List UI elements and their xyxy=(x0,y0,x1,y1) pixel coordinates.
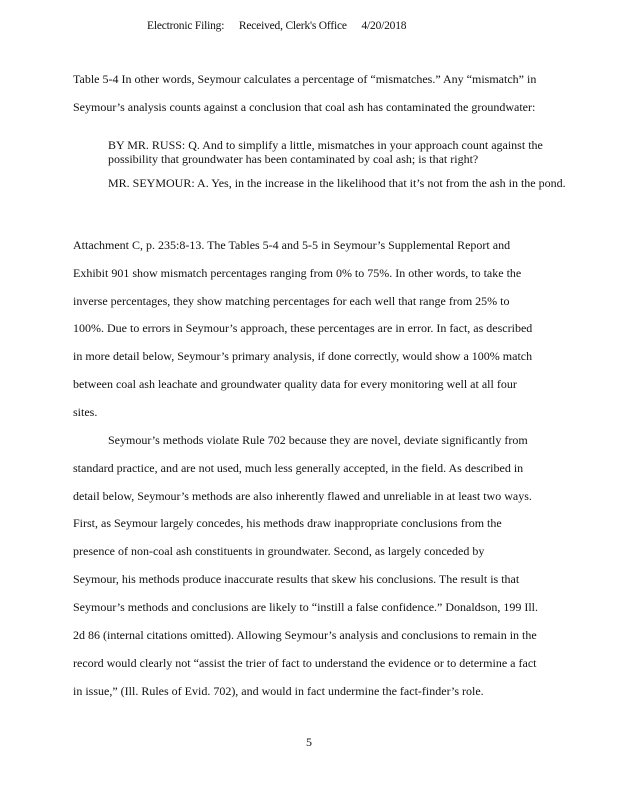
paragraph-line: in issue,” (Ill. Rules of Evid. 702), and would in fact undermine the fact-finder’s role. xyxy=(73,684,484,698)
paragraph-line: standard practice, and are not used, much less generally accepted, in the field. As described in xyxy=(73,461,524,475)
paragraph-line: Attachment C, p. 235:8-13. The Tables 5-4 and 5-5 in Seymour’s Supplemental Report and xyxy=(73,238,511,252)
paragraph-line: Seymour’s methods and conclusions are likely to “instill a false confidence.” Donaldson, 199 Ill. xyxy=(73,600,539,614)
quote-answer: MR. SEYMOUR: A. Yes, in the increase in the likelihood that it’s not from the ash in the pond. xyxy=(108,176,566,190)
page-number: 5 xyxy=(306,735,312,749)
paragraph-line: detail below, Seymour’s methods are also inherently flawed and unreliable in at least two ways. xyxy=(73,489,532,503)
paragraph-line: 2d 86 (internal citations omitted). Allowing Seymour’s analysis and conclusions to remain in the xyxy=(73,628,537,642)
filing-label: Electronic Filing: xyxy=(147,20,225,32)
paragraph-line: inverse percentages, they show matching percentages for each well that range from 25% to xyxy=(73,294,510,308)
paragraph-line: Table 5-4 In other words, Seymour calculates a percentage of “mismatches.” Any “mismatch” in xyxy=(73,72,537,86)
filing-header xyxy=(147,20,567,32)
paragraph-line: Seymour’s analysis counts against a conclusion that coal ash has contaminated the groundwater: xyxy=(73,100,536,114)
paragraph-line: 100%. Due to errors in Seymour’s approach, these percentages are in error. In fact, as described xyxy=(73,321,533,335)
filing-received: Received, Clerk's Office xyxy=(238,20,347,32)
paragraph-line: record would clearly not “assist the trier of fact to understand the evidence or to determine a fact xyxy=(73,656,537,670)
paragraph-line: between coal ash leachate and groundwater quality data for every monitoring well at all four xyxy=(73,377,517,391)
paragraph-line: Exhibit 901 show mismatch percentages ranging from 0% to 75%. In other words, to take the xyxy=(73,266,522,280)
paragraph-line: Seymour’s methods violate Rule 702 because they are novel, deviate significantly from xyxy=(108,433,528,447)
paragraph-line: sites. xyxy=(73,405,98,419)
quote-question: BY MR. RUSS: Q. And to simplify a little, mismatches in your approach count against the possibility that groundwater has been contaminated by coal ash; is that right? xyxy=(108,138,543,166)
paragraph-line: Seymour, his methods produce inaccurate results that skew his conclusions. The result is that xyxy=(73,572,520,586)
paragraph-line: in more detail below, Seymour’s primary analysis, if done correctly, would show a 100% match xyxy=(73,349,533,363)
paragraph-line: First, as Seymour largely concedes, his methods draw inappropriate conclusions from the xyxy=(73,516,502,530)
filing-date: 4/20/2018 xyxy=(361,20,407,32)
paragraph-line: presence of non-coal ash constituents in groundwater. Second, as largely conceded by xyxy=(73,544,485,558)
